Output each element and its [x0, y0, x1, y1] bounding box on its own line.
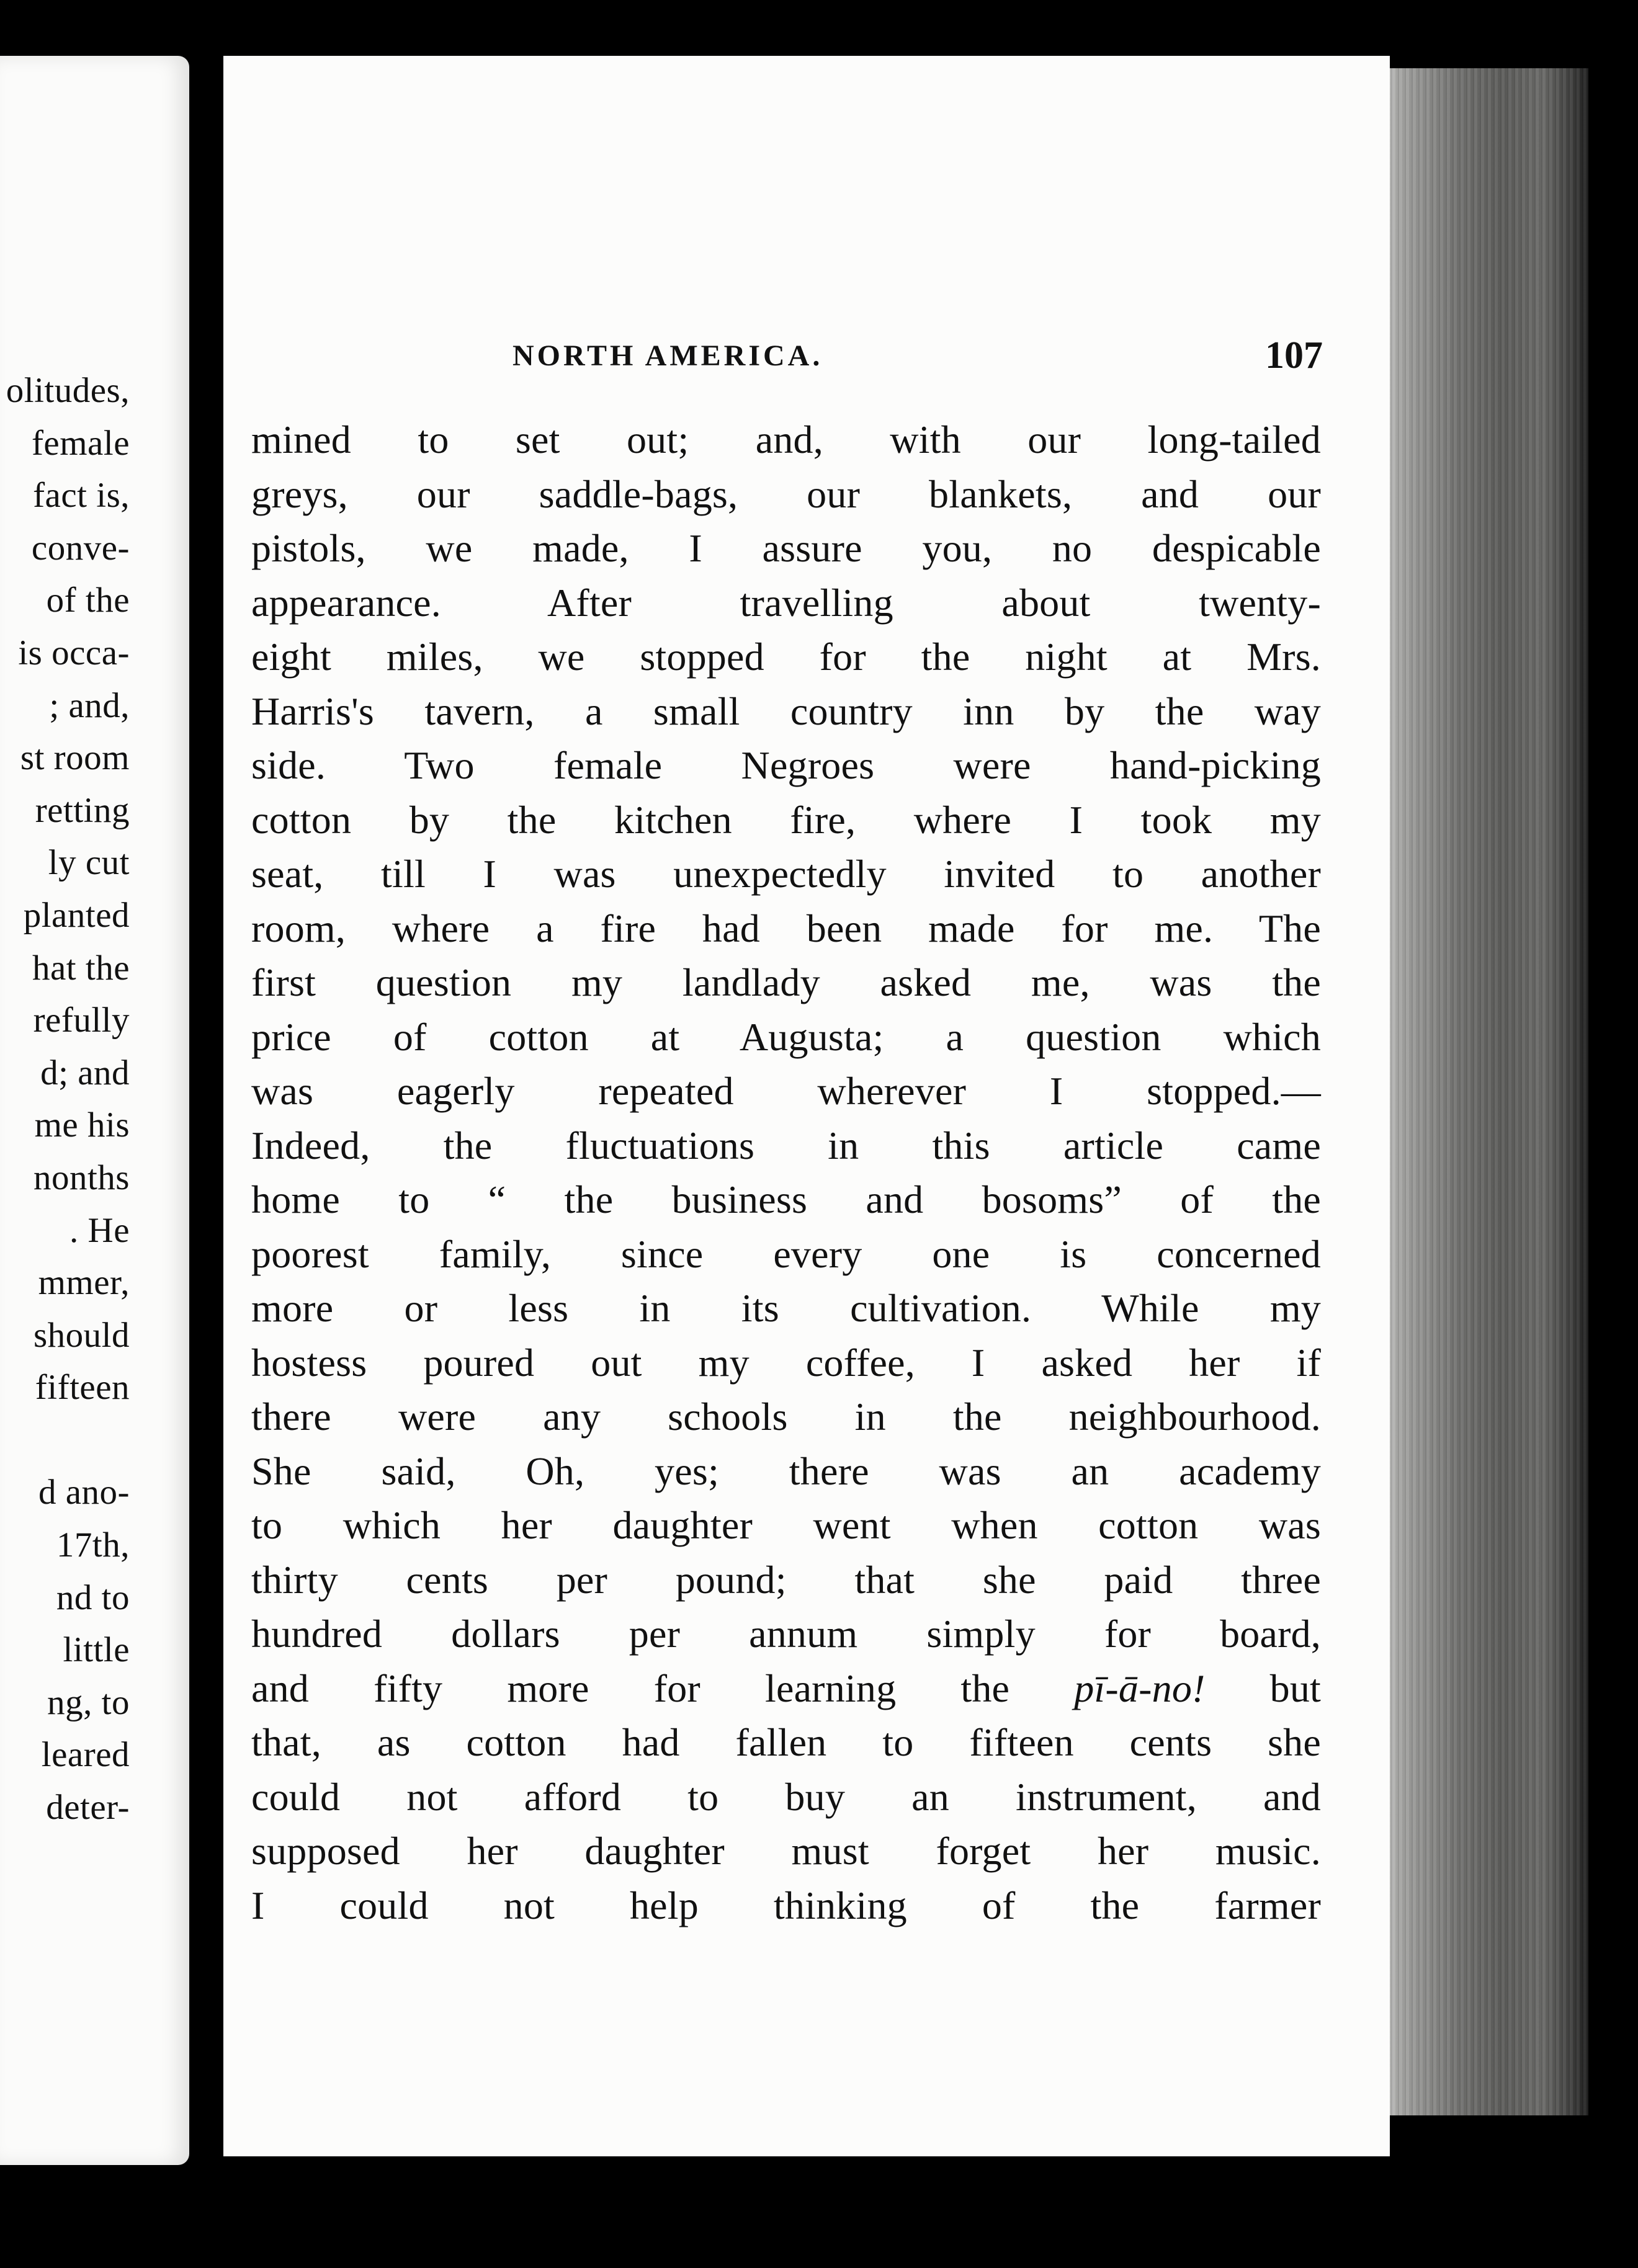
text-line: cotton by the kitchen fire, where I took my [251, 797, 1321, 842]
left-line: deter- [46, 1788, 130, 1828]
text-line-end: but [1269, 1666, 1322, 1710]
page-edge-streaks [1377, 68, 1588, 2115]
text-line: there were any schools in the neighbourhood. [251, 1395, 1321, 1439]
left-line: ; and, [49, 685, 130, 725]
text-line: first question my landlady asked me, was the [251, 960, 1321, 1004]
left-line: female [31, 423, 130, 463]
left-line: conve- [31, 528, 130, 568]
left-line: nonths [33, 1158, 130, 1197]
right-page [223, 56, 1390, 2156]
text-line-start: and fifty more for learning the [251, 1666, 1010, 1710]
left-line: refully [33, 1001, 130, 1040]
left-line: should [33, 1315, 130, 1355]
text-line: hostess poured out my coffee, I asked her if [251, 1340, 1321, 1385]
left-line: st room [20, 738, 130, 778]
page-edge [1377, 68, 1588, 2115]
text-line: appearance. After travelling about twenty- [251, 580, 1321, 625]
text-line: greys, our saddle-bags, our blankets, and our [251, 471, 1321, 516]
left-line: d ano- [38, 1473, 130, 1512]
body-text [251, 413, 1321, 1932]
left-line: ly cut [48, 843, 130, 883]
left-line: 17th, [56, 1525, 130, 1565]
text-line: could not afford to buy an instrument, and [251, 1774, 1321, 1819]
text-line: supposed her daughter must forget her music. [251, 1829, 1321, 1873]
left-page-text [6, 365, 130, 1834]
left-line: retting [35, 790, 130, 830]
left-line: mmer, [38, 1263, 130, 1303]
text-line: mined to set out; and, with our long-tailed [251, 417, 1321, 462]
text-line: seat, till I was unexpectedly invited to another [251, 852, 1321, 896]
page-number: 107 [1265, 334, 1323, 377]
text-line: side. Two female Negroes were hand-picking [251, 743, 1321, 787]
text-line: was eagerly repeated wherever I stopped.— [251, 1069, 1321, 1113]
left-line: ng, to [47, 1682, 130, 1722]
text-line: Indeed, the fluctuations in this article came [251, 1123, 1321, 1167]
left-line: hat the [32, 948, 130, 988]
text-line: She said, Oh, yes; there was an academy [251, 1449, 1321, 1493]
left-page [0, 56, 189, 2165]
left-line: d; and [40, 1053, 130, 1092]
left-line: me his [34, 1105, 130, 1145]
left-line: nd to [56, 1578, 130, 1617]
text-line: more or less in its cultivation. While my [251, 1286, 1321, 1330]
text-line: Harris's tavern, a small country inn by the way [251, 689, 1321, 733]
running-title: NORTH AMERICA. [512, 339, 823, 372]
text-line: that, as cotton had fallen to fifteen cents she [251, 1720, 1321, 1764]
left-line: fifteen [35, 1368, 130, 1408]
text-line: I could not help thinking of the farmer [251, 1883, 1321, 1927]
left-line-blank [6, 1414, 130, 1467]
text-line: hundred dollars per annum simply for board, [251, 1612, 1321, 1656]
left-line: is occa- [18, 633, 130, 672]
text-line-with-italic [251, 1661, 1321, 1716]
italic-word: pī-ā-no! [1074, 1666, 1206, 1710]
text-line: room, where a fire had been made for me. The [251, 906, 1321, 950]
text-line: eight miles, we stopped for the night at Mrs. [251, 635, 1321, 679]
left-line: leared [41, 1735, 130, 1775]
text-line: poorest family, since every one is concerned [251, 1231, 1321, 1276]
text-line: price of cotton at Augusta; a question which [251, 1014, 1321, 1059]
text-line: to which her daughter went when cotton was [251, 1503, 1321, 1547]
text-line: home to “ the business and bosoms” of the [251, 1177, 1321, 1221]
text-line: pistols, we made, I assure you, no despicable [251, 526, 1321, 570]
running-head [223, 334, 1328, 383]
left-line: fact is, [33, 476, 130, 516]
text-line: thirty cents per pound; that she paid three [251, 1557, 1321, 1602]
left-line: of the [46, 581, 130, 620]
left-line: planted [23, 895, 130, 935]
left-line: olitudes, [6, 371, 130, 410]
left-line: little [63, 1630, 130, 1670]
left-line: . He [69, 1210, 130, 1250]
